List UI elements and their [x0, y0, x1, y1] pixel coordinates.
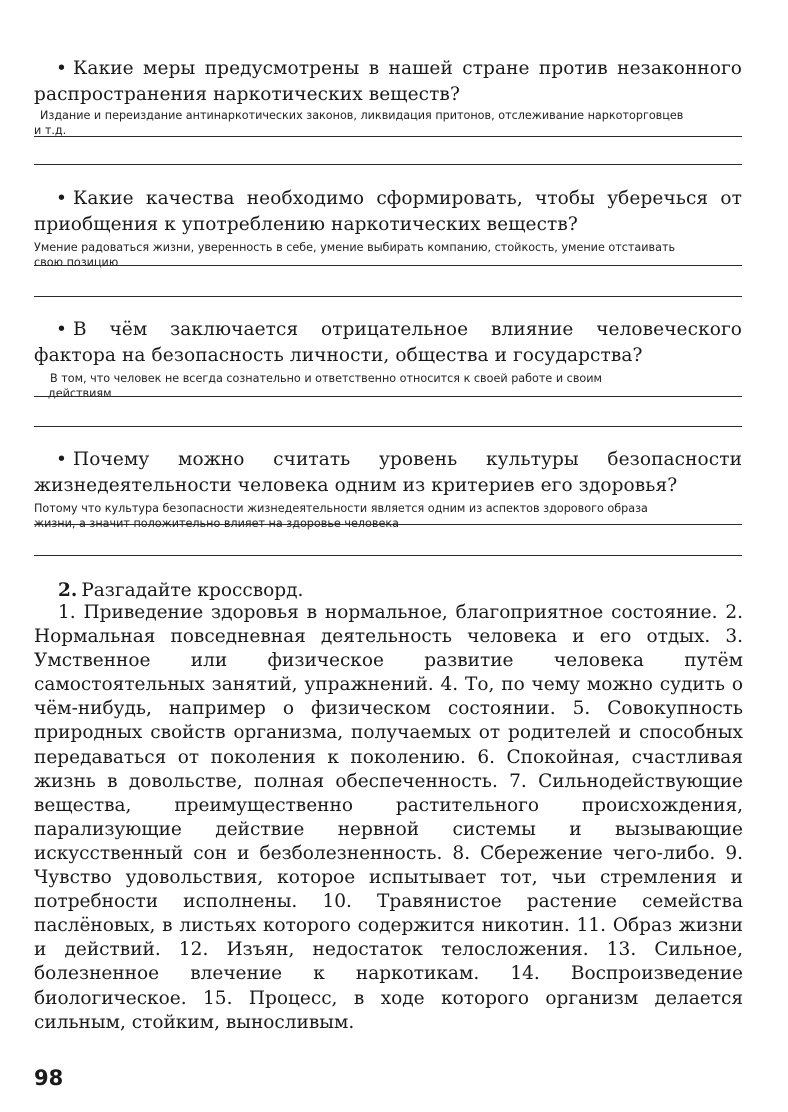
answer-text: и т.д.	[34, 124, 67, 137]
question-block	[34, 56, 742, 137]
answer-text: Издание и переиздание антинаркотических законов, ликвидация притонов, отслеживание наркоторговцев	[40, 109, 684, 122]
question-block	[34, 186, 742, 269]
answer-text: свою позицию	[34, 256, 119, 269]
bullet-icon: •	[56, 319, 68, 340]
answer-line	[34, 164, 742, 165]
question-block	[34, 317, 742, 400]
answer-line	[34, 296, 742, 297]
answer-line	[34, 136, 742, 137]
question-block	[34, 447, 742, 530]
question-text: • Почему можно считать уровень культуры безопасности жизнедеятельности человека одним из критериев его здоровья?	[34, 449, 742, 496]
section-number: 2.	[58, 580, 78, 601]
answer-text: Умение радоваться жизни, уверенность в себе, умение выбирать компанию, стойкость, умение отстаивать	[34, 241, 676, 254]
answer-line	[34, 265, 742, 266]
answer-text: жизни, а значит положительно влияет на здоровье человека	[34, 517, 399, 530]
bullet-icon: •	[56, 449, 68, 470]
crossword-clues: 1. Приведение здоровья в нормальное, благоприятное состояние. 2. Нормальная повседневная деятельность человека и его отдых. 3. Умственное или физическое развитие человека путём самостоятельных занятий, упражнений. 4. То, по чему можно судить о чём-нибудь, например о физическом состоянии. 5. Совокупность природных свойств организма, получаемых от родителей и способных передаваться от поколения к поколению. 6. Спокойная, счастливая жизнь в довольстве, полная обеспеченность. 7. Сильнодействующие вещества, преимущественно растительного происхождения, парализующие действие нервной системы и вызывающие искусственный сон и безболезненность. 8. Сбережение чего-либо. 9. Чувство удовольствия, которое испытывает тот, чьи стремления и потребности исполнены. 10. Травянистое растение семейства паслёновых, в листьях которого содержится никотин. 11. Образ жизни и действий. 12. Изъян, недостаток телосложения. 13. Сильное, болезненное влечение к наркотикам. 14. Воспроизведение биологическое. 15. Процесс, в ходе которого организм делается сильным, стойким, выносливым.	[34, 602, 743, 1033]
answer-line	[34, 426, 742, 427]
question-text: • Какие меры предусмотрены в нашей стране против незаконного распространения наркотических веществ?	[34, 58, 742, 105]
section-title: Разгадайте кроссворд.	[81, 580, 304, 601]
question-text: • В чём заключается отрицательное влияние человеческого фактора на безопасность личности, общества и государства?	[34, 319, 742, 366]
answer-line	[34, 396, 742, 397]
answer-text: В том, что человек не всегда сознательно и ответственно относится к своей работе и своим	[50, 372, 602, 385]
answer-line	[34, 524, 742, 525]
bullet-icon: •	[56, 58, 68, 79]
page-number: 98	[34, 1066, 64, 1090]
answer-text: Потому что культура безопасности жизнедеятельности является одним из аспектов здорового образа	[34, 502, 648, 515]
question-text: • Какие качества необходимо сформировать, чтобы уберечься от приобщения к употреблению наркотических веществ?	[34, 188, 742, 235]
answer-text: действиям	[48, 387, 112, 400]
bullet-icon: •	[56, 188, 68, 209]
answer-line	[34, 555, 742, 556]
